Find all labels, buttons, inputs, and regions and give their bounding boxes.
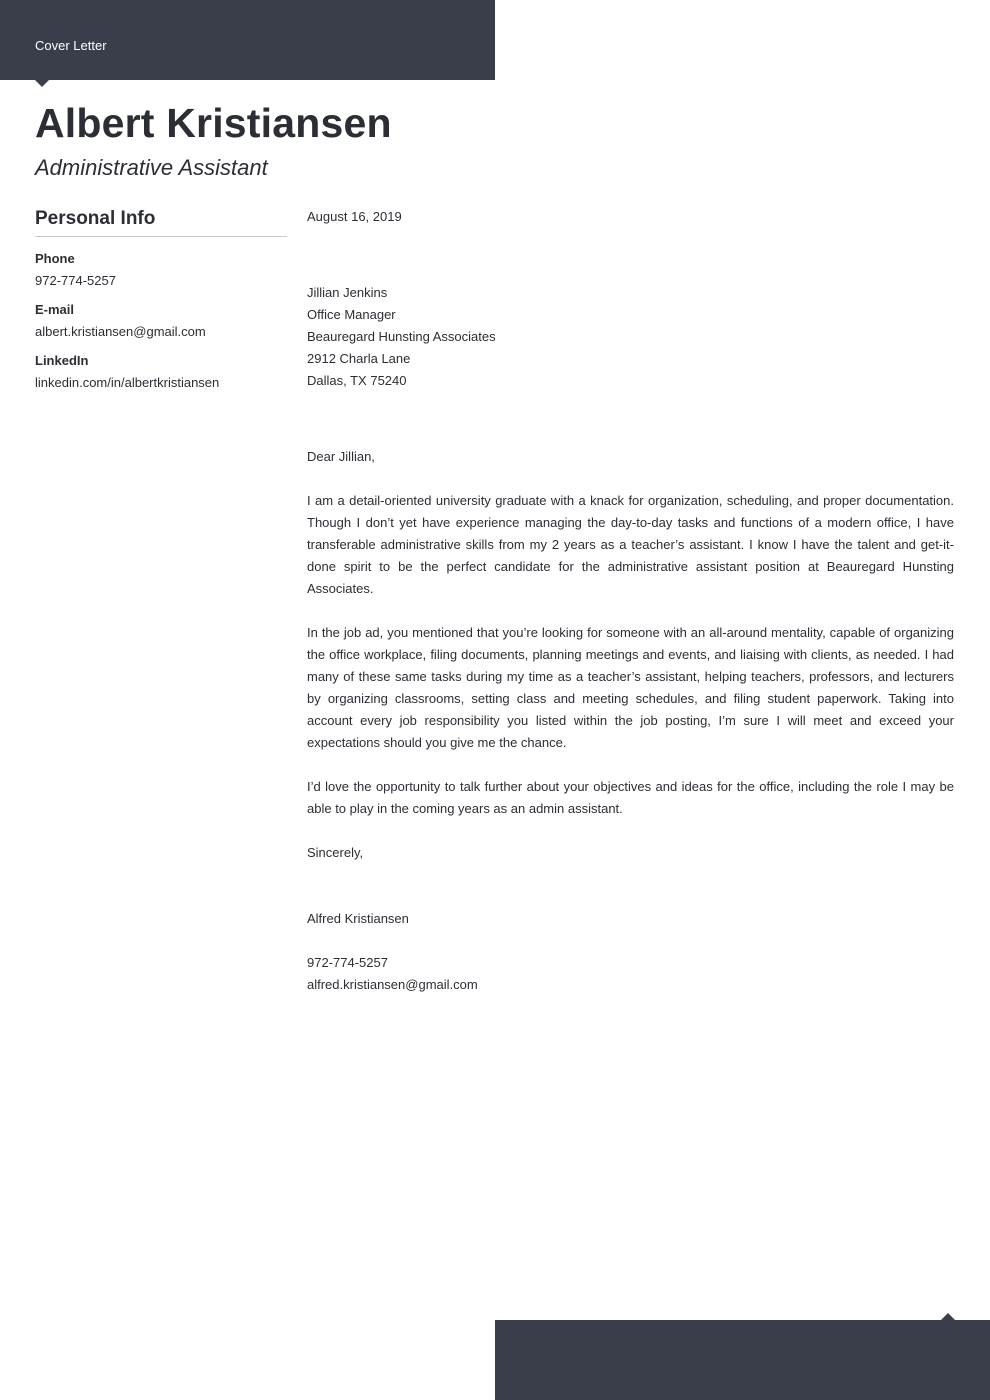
signature-name: Alfred Kristiansen [307, 911, 409, 926]
recipient-title: Office Manager [307, 307, 396, 322]
letter-paragraph: I am a detail-oriented university graduate with a knack for organization, scheduling, and proper documentation. Though I don’t yet have experience managing the day-to-day tasks and functions of a modern office, I have transferable administrative skills from my 2 years as a teacher’s assistant. I know I have the talent and get-it-done spirit to be the perfect candidate for the administrative assistant position at Beauregard Hunsting Associates. [307, 493, 954, 596]
letter-paragraph: I’d love the opportunity to talk further about your objectives and ideas for the office, including the role I may be able to play in the coming years as an admin assistant. [307, 779, 954, 816]
letter-date: August 16, 2019 [307, 209, 402, 224]
applicant-name: Albert Kristiansen [35, 100, 392, 146]
footer-notch [941, 1313, 955, 1320]
email-value: albert.kristiansen@gmail.com [35, 324, 206, 339]
closing: Sincerely, [307, 845, 364, 860]
letter-body [307, 206, 954, 996]
header-notch [35, 80, 49, 87]
recipient-city: Dallas, TX 75240 [307, 373, 407, 388]
phone-value: 972-774-5257 [35, 273, 116, 288]
signature-email: alfred.kristiansen@gmail.com [307, 977, 478, 992]
recipient-street: 2912 Charla Lane [307, 351, 411, 366]
phone-label: Phone [35, 251, 75, 266]
document-type-label: Cover Letter [35, 38, 107, 53]
recipient-name: Jillian Jenkins [307, 285, 388, 300]
linkedin-label: LinkedIn [35, 353, 89, 368]
header-bar [0, 0, 495, 80]
email-label: E-mail [35, 302, 75, 317]
signature-phone: 972-774-5257 [307, 955, 388, 970]
personal-info-sidebar [35, 208, 287, 391]
footer-bar [495, 1320, 990, 1400]
applicant-job-title: Administrative Assistant [35, 155, 268, 180]
letter-paragraph: In the job ad, you mentioned that you’re looking for someone with an all-around mentality, capable of organizing the office workplace, filing documents, planning meetings and events, and liaising with clients, as needed. I had many of these same tasks during my time as a teacher’s assistant, helping teachers, professors, and lecturers by organizing classrooms, setting class and meeting schedules, and filing student paperwork. Taking into account every job responsibility you listed within the job posting, I’m sure I will meet and exceed your expectations should you give me the chance. [307, 625, 954, 750]
recipient-company: Beauregard Hunsting Associates [307, 329, 496, 344]
personal-info-heading: Personal Info [35, 208, 287, 237]
linkedin-value: linkedin.com/in/albertkristiansen [35, 375, 220, 390]
greeting: Dear Jillian, [307, 449, 375, 464]
